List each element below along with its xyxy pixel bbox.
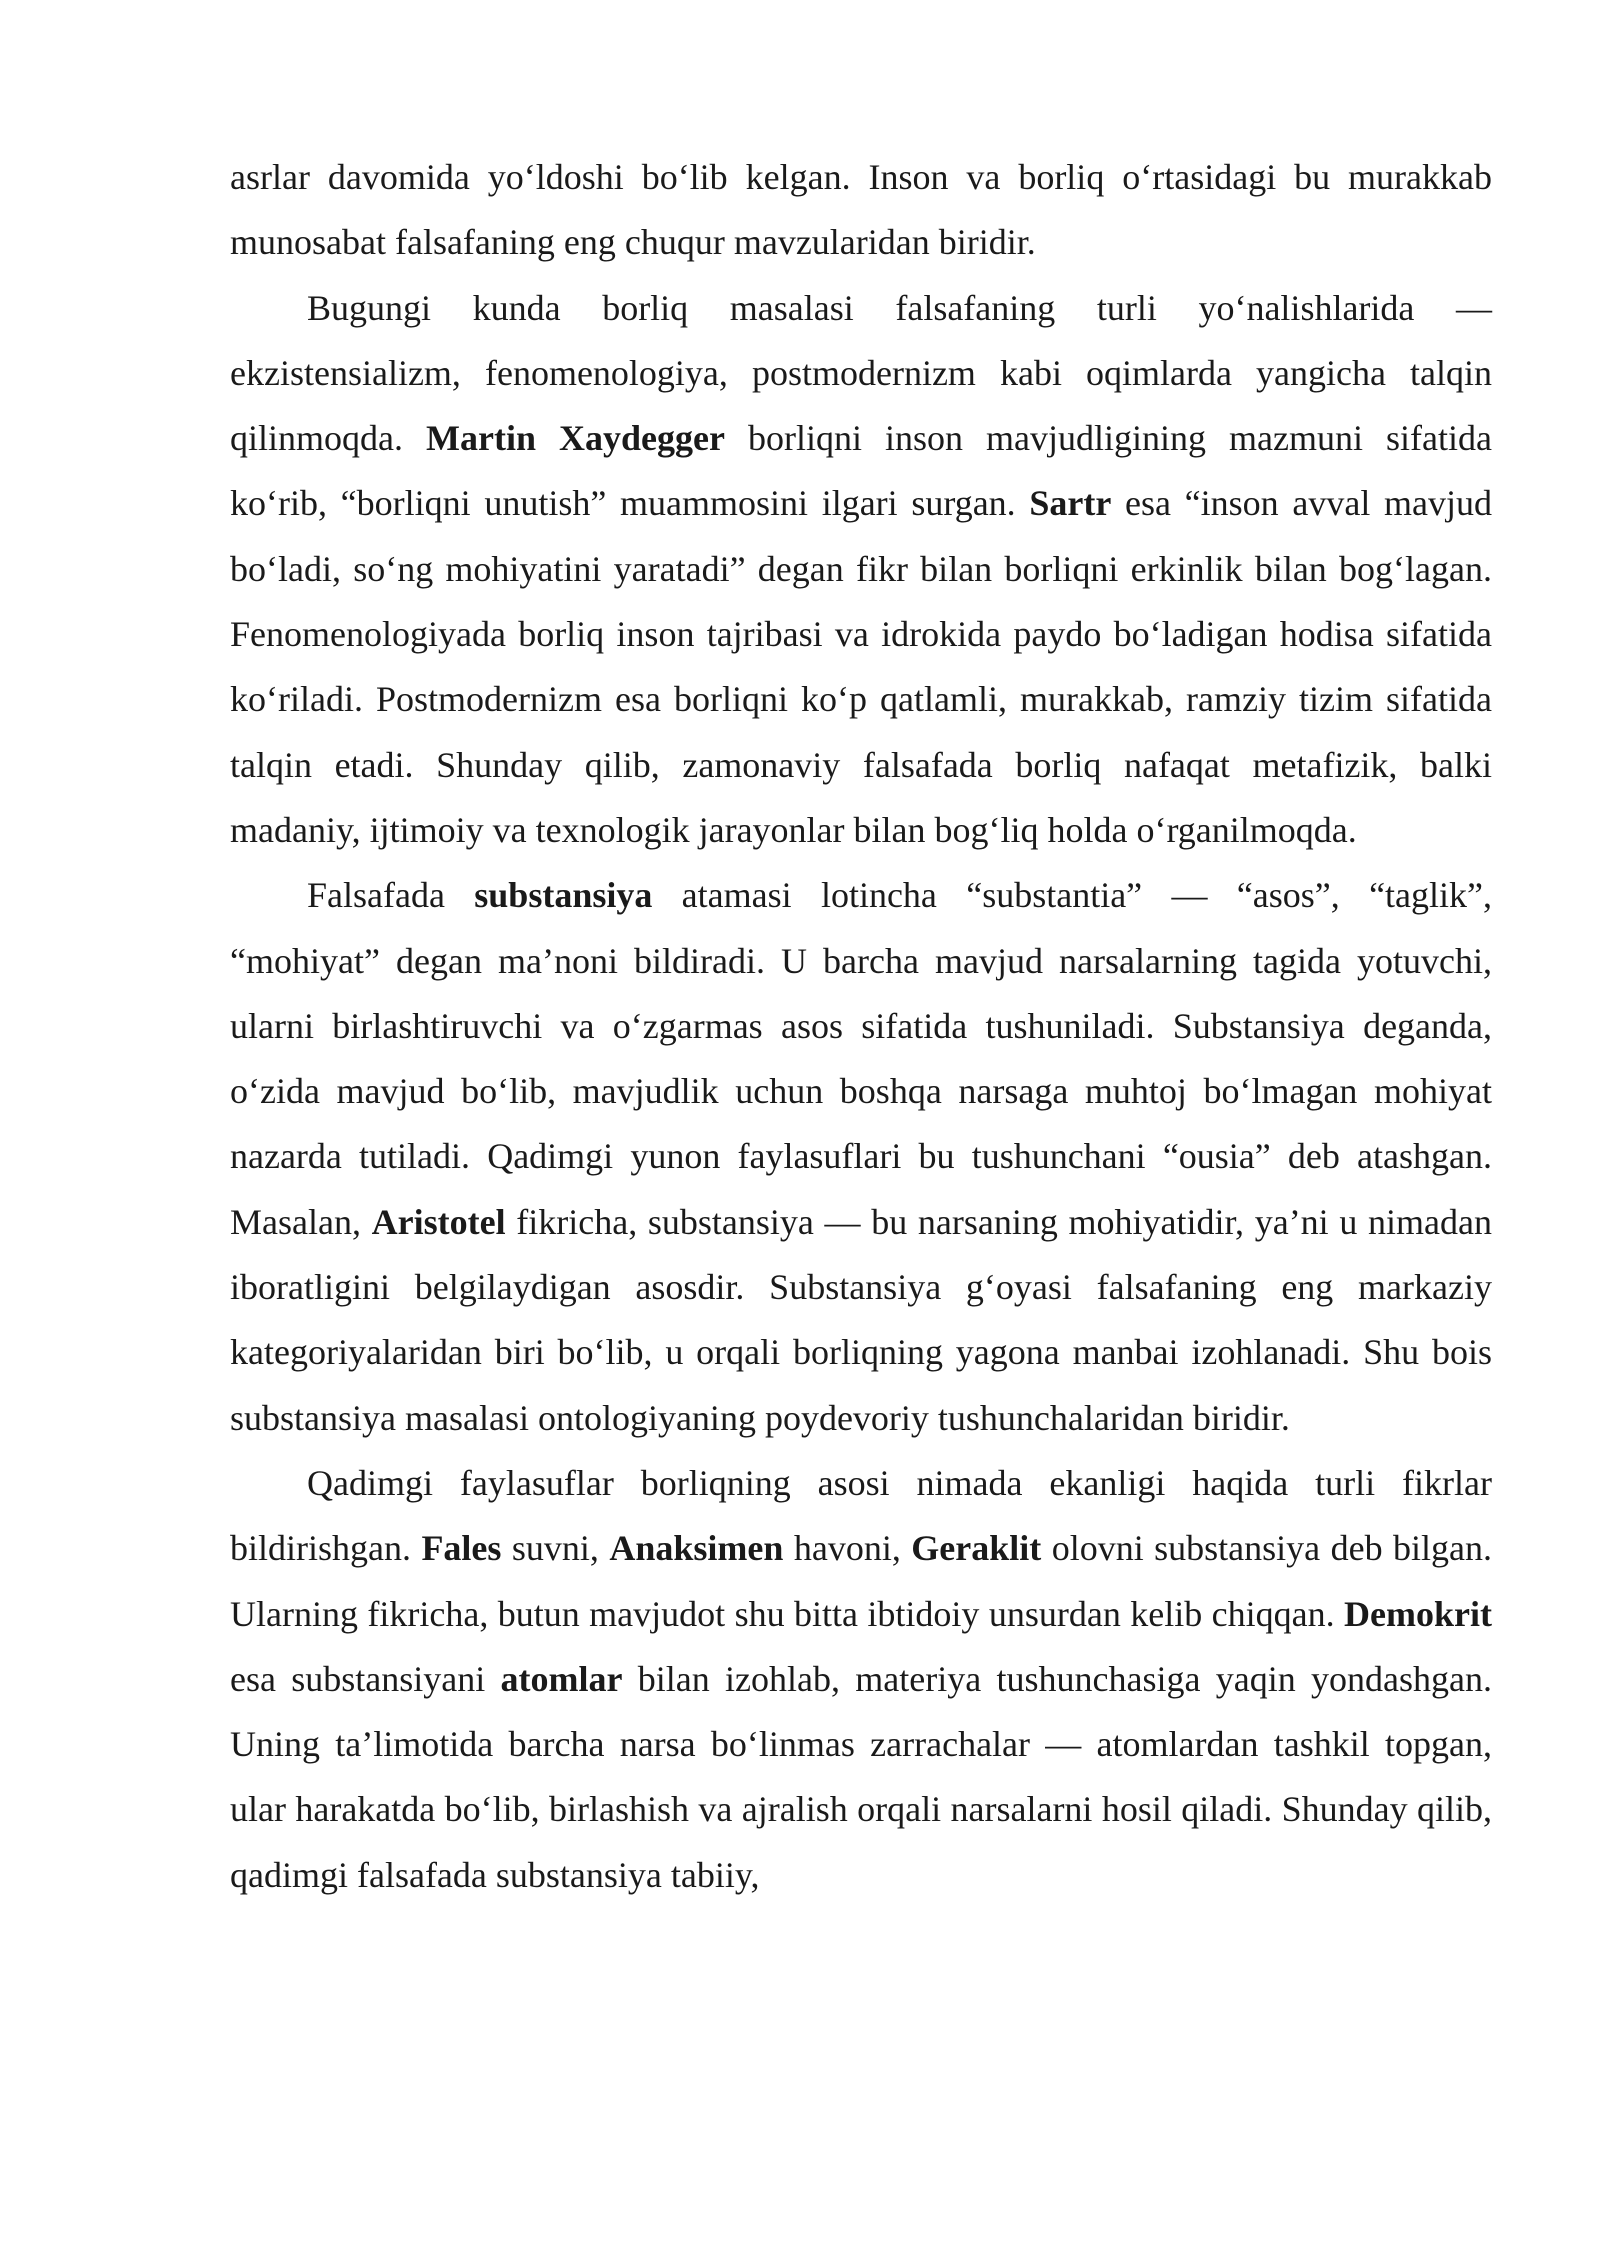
bold-term-fales: Fales — [421, 1528, 502, 1569]
text-run: atamasi lotincha “substantia” — “asos”, “taglik”, “mohiyat” degan ma’noni bildiradi. U barcha mavjud narsalarning tagida yotuvchi, ularni birlashtiruvchi va o‘zgarmas asos sifatida tushuniladi. Substansiya deganda, o‘zida mavjud bo‘lib, mavjudlik uchun boshqa narsaga muhtoj bo‘lmagan mohiyat nazarda tutiladi. Qadimgi yunon faylasuflari bu tushunchani “ousia” deb atashgan. Masalan, — [230, 875, 1493, 1242]
text-run: esa “inson avval mavjud bo‘ladi, so‘ng mohiyatini yaratadi” degan fikr bilan borliqni erkinlik bilan bog‘lagan. Fenomenologiyada borliq inson tajribasi va idrokida paydo bo‘ladigan hodisa sifatida ko‘riladi. Postmodernizm esa borliqni ko‘p qatlamli, murakkab, ramziy tizim sifatida talqin etadi. Shunday qilib, zamonaviy falsafada borliq nafaqat metafizik, balki madaniy, ijtimoiy va texnologik jarayonlar bilan bog‘liq holda o‘rganilmoqda. — [230, 483, 1492, 850]
paragraph-4 — [230, 1451, 1492, 1908]
text-run: fikricha, substansiya — bu narsaning mohiyatidir, ya’ni u nimadan iboratligini belgilaydigan asosdir. Substansiya g‘oyasi falsafaning eng markaziy kategoriyalaridan biri bo‘lib, u orqali borliqning yagona manbai izohlanadi. Shu bois substansiya masalasi ontologiyaning poydevoriy tushunchalaridan biridir. — [230, 1201, 1492, 1438]
paragraph-3 — [230, 863, 1492, 1451]
text-run: suvni, — [501, 1528, 610, 1569]
text-run: borliqni inson mavjudligining mazmuni sifatida ko‘rib, “borliqni unutish” muammosini ilgari surgan. — [230, 418, 1492, 524]
text-run: asrlar davomida yo‘ldoshi bo‘lib kelgan. Inson va borliq o‘rtasidagi bu murakkab munosabat falsafaning eng chuqur mavzularidan biridir. — [230, 157, 1492, 263]
text-run: Falsafada — [307, 875, 475, 916]
bold-term-atomlar: atomlar — [500, 1658, 623, 1699]
paragraph-2 — [230, 276, 1492, 864]
text-run: havoni, — [783, 1528, 912, 1569]
paragraph-1 — [230, 145, 1492, 276]
text-run: Bugungi kunda borliq masalasi falsafaning turli yo‘nalishlarida — ekzistensializm, fenomenologiya, postmodernizm kabi oqimlarda yangicha talqin qilinmoqda. — [230, 287, 1492, 459]
bold-term-geraklit: Geraklit — [911, 1528, 1042, 1569]
bold-term-anaksimen: Anaksimen — [609, 1528, 784, 1569]
text-run: olovni substansiya deb bilgan. Ularning fikricha, butun mavjudot shu bitta ibtidoiy unsurdan kelib chiqqan. — [230, 1528, 1493, 1634]
document-page — [230, 145, 1492, 1908]
bold-term-xaydegger: Martin Xaydegger — [426, 418, 725, 459]
text-run: bilan izohlab, materiya tushunchasiga yaqin yondashgan. Uning ta’limotida barcha narsa bo‘linmas zarrachalar — atomlardan tashkil topgan, ular harakatda bo‘lib, birlashish va ajralish orqali narsalarni hosil qiladi. Shunday qilib, qadimgi falsafada substansiya tabiiy, — [230, 1658, 1492, 1895]
bold-term-sartr: Sartr — [1029, 483, 1112, 524]
bold-term-demokrit: Demokrit — [1344, 1593, 1492, 1634]
text-run: Qadimgi faylasuflar borliqning asosi nimada ekanligi haqida turli fikrlar bildirishgan. — [230, 1462, 1492, 1569]
text-run: esa substansiyani — [230, 1658, 501, 1699]
bold-term-aristotel: Aristotel — [371, 1201, 506, 1242]
bold-term-substansiya: substansiya — [474, 875, 653, 916]
